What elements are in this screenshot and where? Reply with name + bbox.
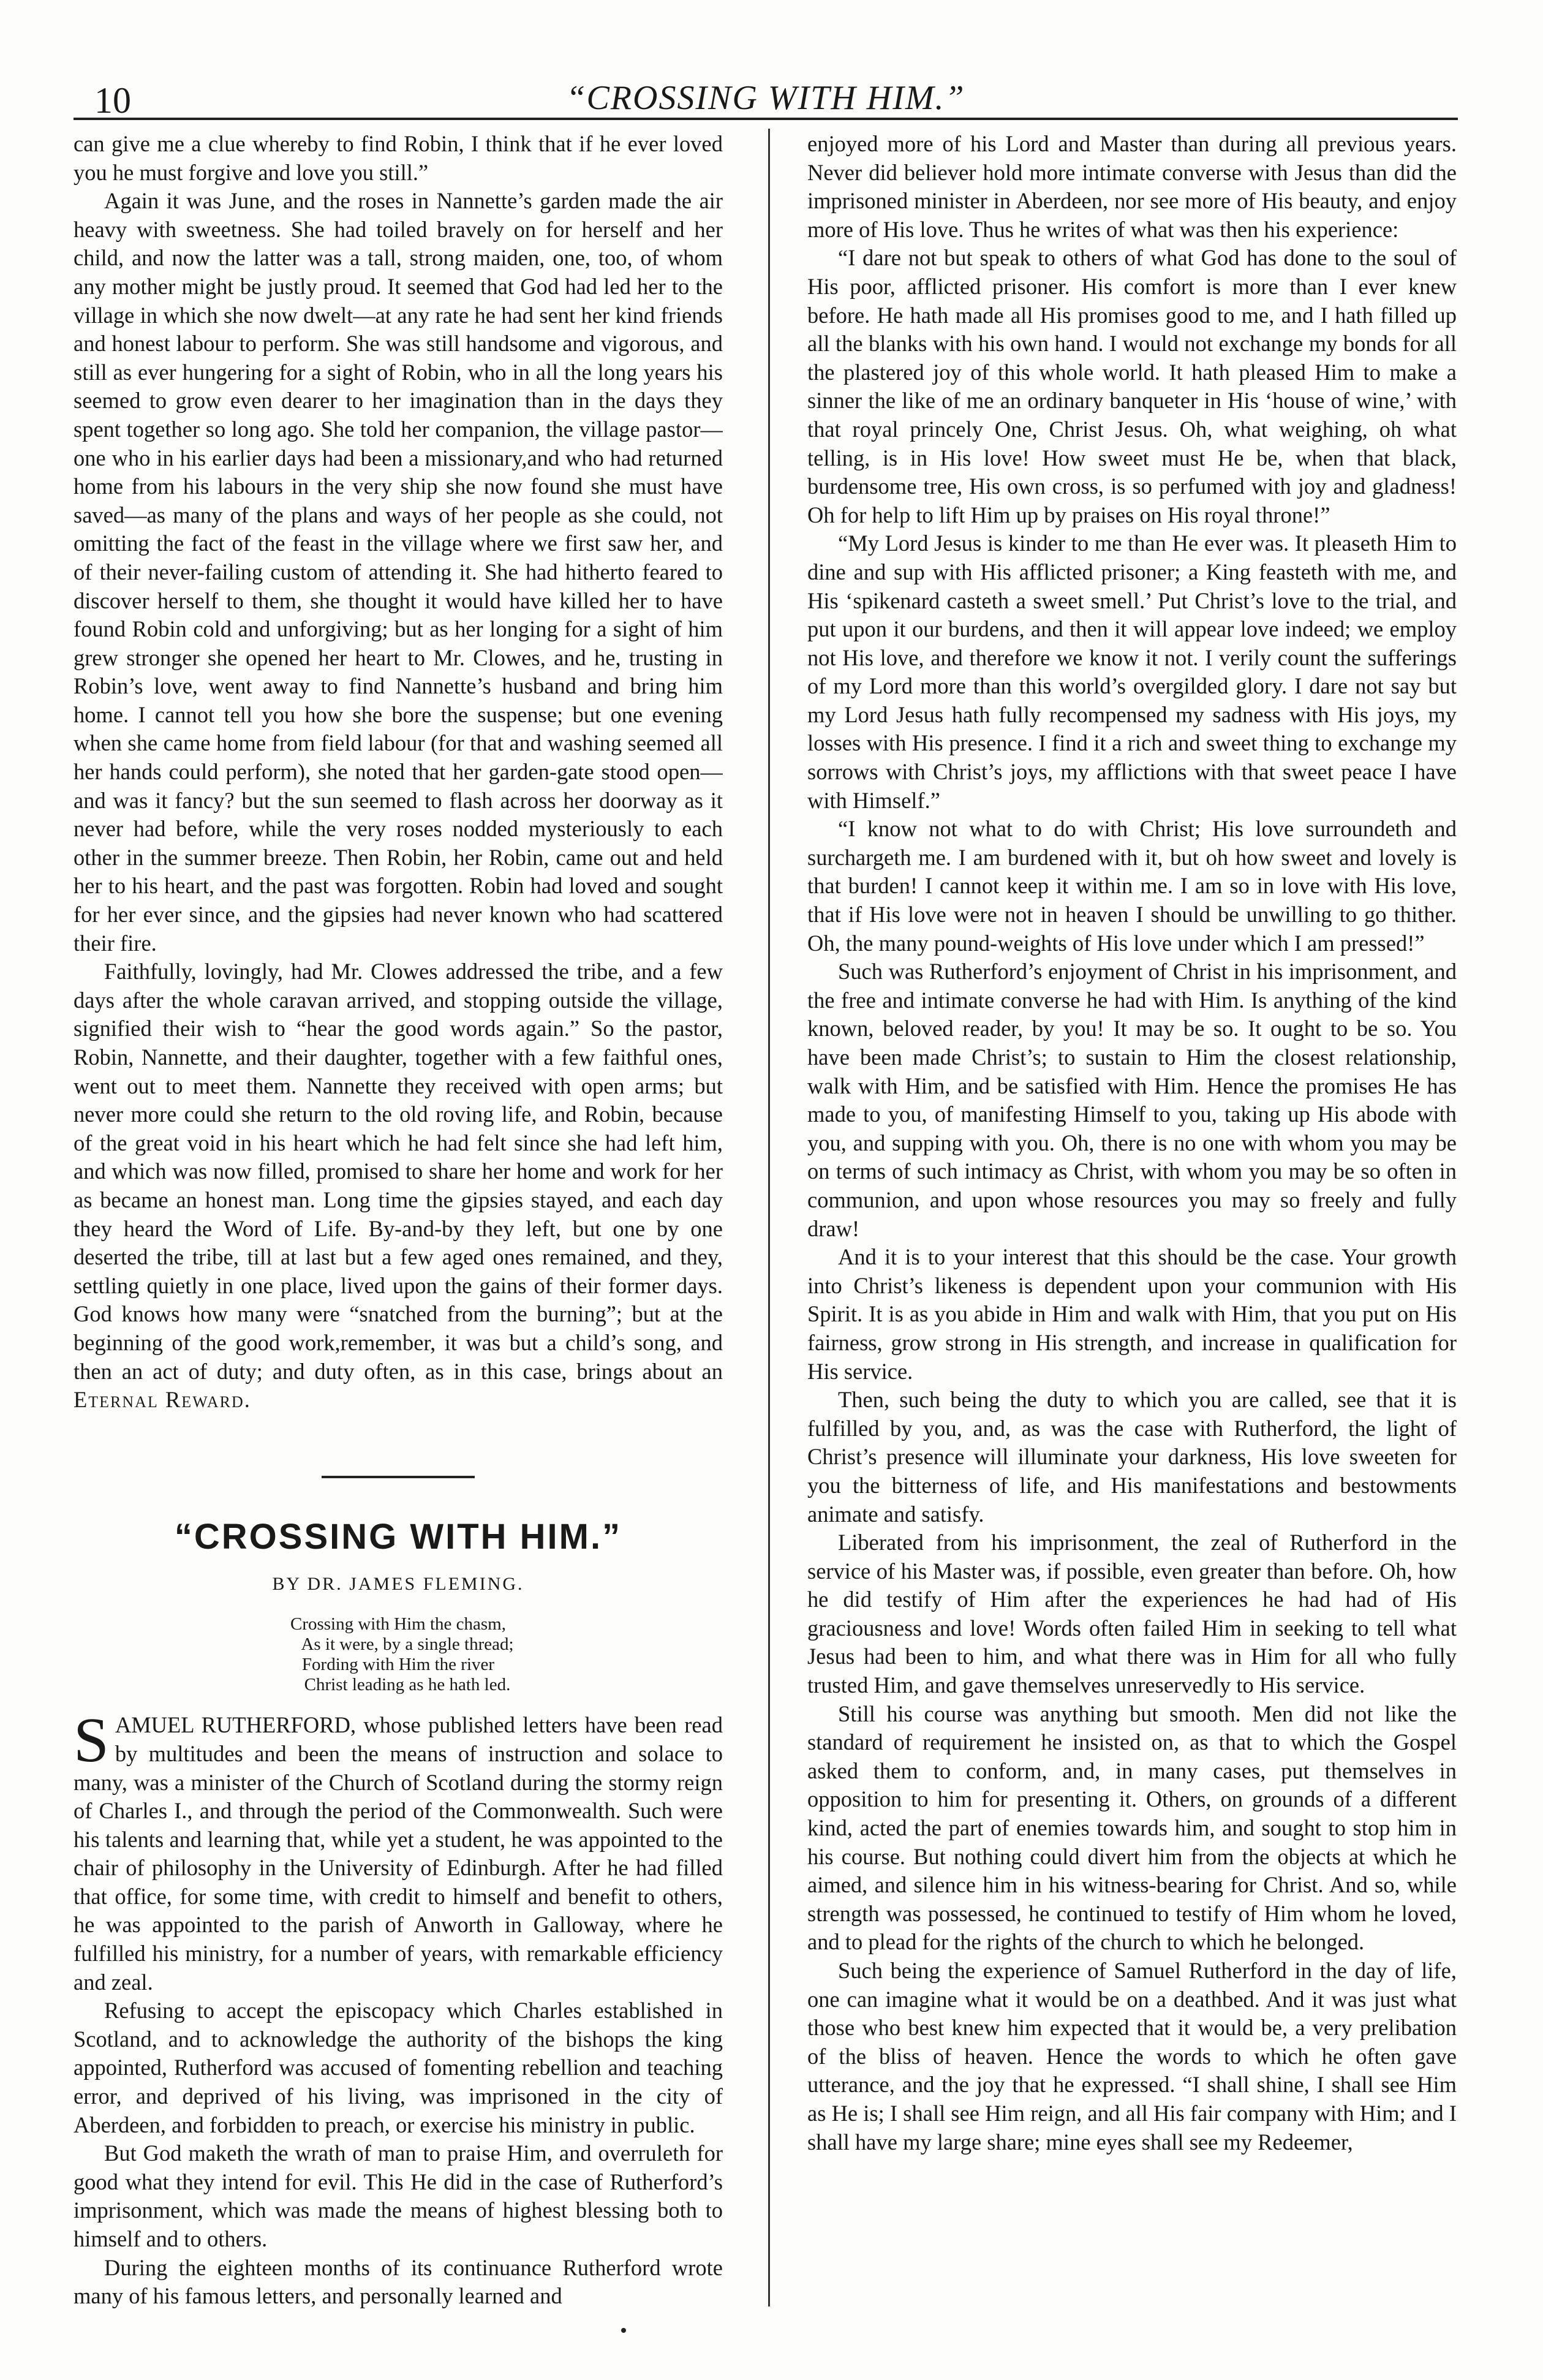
verse-line: Christ leading as he hath led. [304, 1675, 511, 1695]
article-paragraph: During the eighteen months of its continuance Rutherford wrote many of his famous letters, and personally learned and [74, 2254, 723, 2309]
quoted-letter: “I know not what to do with Christ; His love surroundeth and surchargeth me. I am burdened with it, but oh how sweet and lovely is that burden! I cannot keep it within me. I am so in love with His love, that if His love were not in heaven I should be unwilling to go thither. Oh, the many pound-weights of His love under which I am pressed!” [807, 816, 1457, 956]
article-lead-word: AMUEL RUTHERFORD, [115, 1712, 357, 1738]
page-number: 10 [94, 80, 131, 121]
epigraph-verse [74, 1614, 723, 1695]
story-paragraph-text: Faithfully, lovingly, had Mr. Clowes addressed the tribe, and a few days after the whole caravan arrived, and stopping outside the village, signified their wish to “hear the good words again.” So the pastor, Robin, Nannette, and their daughter, together with a few faithful ones, went out to meet them. Nannette they received with open arms; but never more could she return to the old roving life, and Robin, because of the great void in his heart which he had felt since she had left him, and which was now filled, promised to share her home and work for her as became an honest man. Long time the gipsies stayed, and each day they heard the Word of Life. By-and-by they left, but one by one deserted the tribe, till at last but a few aged ones remained, and they, settling quietly in one place, lived upon the gains of their former days. God knows how many were “snatched from the burning”; but at the beginning of the good work,remember, it was but a child’s song, and then an act of duty; and duty often, as in this case, brings about an [74, 959, 723, 1384]
article-paragraph: Still his course was anything but smooth. Men did not like the standard of requirement he insisted on, as that to which the Gospel asked them to conform, and, in many cases, put themselves in opposition to him for presenting it. Others, on grounds of a different kind, acted the part of enemies towards him, and sought to stop him in his course. But nothing could divert him from the objects at which he aimed, and silence him in his witness-bearing for Christ. And so, while strength was possessed, he continued to testify of Him whom he loved, and to plead for the rights of the church to which he belonged. [807, 1701, 1457, 1955]
page-header [74, 56, 1458, 120]
drop-cap: S [74, 1705, 109, 1776]
article-byline: BY DR. JAMES FLEMING. [272, 1573, 524, 1594]
article-paragraph: But God maketh the wrath of man to praise Him, and overruleth for good what they intend for evil. This He did in the case of Rutherford’s imprisonment, which was made the means of highest blessing both to himself and to others. [74, 2140, 723, 2251]
column-divider [768, 129, 770, 2306]
quoted-letter: “I dare not but speak to others of what God has done to the soul of His poor, afflicted prisoner. His comfort is more than I ever knew before. He hath made all His promises good to me, and I hath filled up all the blanks with his own hand. I would not exchange my bonds for all the plastered joy of this whole world. It hath pleased Him to make a sinner the like of me an ordinary banqueter in His ‘house of wine,’ with that royal princely One, Christ Jesus. Oh, what weighing, oh what telling, is in His love! How sweet must He be, when that black, burdensome tree, His own cross, is so perfumed with joy and gladness! Oh for help to lift Him up by praises on His royal throne!” [807, 245, 1457, 527]
quoted-letter: “My Lord Jesus is kinder to me than He ever was. It pleaseth Him to dine and sup with His afflicted prisoner; a King feasteth with me, and His ‘spikenard casteth a sweet smell.’ Put Christ’s love to the trial, and put upon it our burdens, and then it will appear love indeed; we employ not His love, and therefore we know it not. I verily count the sufferings of my Lord more than this world’s overgilded glory. I dare not say but my Lord Jesus hath fully recompensed my sadness with His joys, my losses with His presence. I find it a rich and sweet thing to exchange my sorrows with Christ’s joys, my afflictions with that sweet peace I have with Himself.” [807, 531, 1457, 813]
verse-line: As it were, by a single thread; [301, 1634, 514, 1655]
article-paragraph: And it is to your interest that this should be the case. Your growth into Christ’s likeness is dependent upon your communion with His Spirit. It is as you abide in Him and walk with Him, that you put on His fairness, grow strong in His strength, and increase in qualification for His service. [807, 1244, 1457, 1384]
story-end: Eternal Reward. [74, 1387, 251, 1413]
article-paragraph-text: whose published letters have been read by multitudes and been the means of instruction and solace to many, was a minister of the Church of Scotland during the stormy reign of Charles I., and through the period of the Commonwealth. Such were his talents and learning that, while yet a student, he was appointed to the chair of philosophy in the University of Edinburgh. After he had filled that office, for some time, with credit to himself and benefit to others, he was appointed to the parish of Anworth in Galloway, where he fulfilled his ministry, for a number of years, with remarkable efficiency and zeal. [74, 1712, 723, 1995]
story-paragraph: can give me a clue whereby to find Robin, I think that if he ever loved you he must forgive and love you still.” [74, 131, 723, 185]
article-paragraph: Liberated from his imprisonment, the zeal of Rutherford in the service of his Master was, if possible, even greater than before. Oh, how he did testify of Him after the experiences he had had of His graciousness and love! Words often failed Him in seeking to tell what Jesus had been to him, and what there was in Him for all who fully trusted Him, and gave themselves unreservedly to His service. [807, 1530, 1457, 1698]
article-paragraph: Refusing to accept the episcopacy which Charles established in Scotland, and to acknowledge the authority of the bishops the king appointed, Rutherford was accused of fomenting rebellion and teaching error, and deprived of his living, was imprisoned in the city of Aberdeen, and forbidden to preach, or exercise his ministry in public. [74, 1998, 723, 2137]
article-paragraph: Such being the experience of Samuel Rutherford in the day of life, one can imagine what it would be on a deathbed. And it was just what those who best knew him expected that it would be, a very prelibation of the bliss of heaven. Hence the words to which he often gave utterance, and the joy that he expressed. “I shall shine, I shall see Him as He is; I shall see Him reign, and all His fair company with Him; and I shall have my large share; mine eyes shall see my Redeemer, [807, 1958, 1457, 2155]
left-column [74, 130, 723, 2335]
footer-dot [621, 2328, 626, 2333]
section-divider [322, 1476, 475, 1478]
verse-line: Fording with Him the river [301, 1655, 495, 1675]
article-paragraph: Then, such being the duty to which you are called, see that it is fulfilled by you, and, as was the case with Rutherford, the light of Christ’s presence will illuminate your darkness, His love sweeten for you the bitterness of life, and His manifestations and bestowments animate and satisfy. [807, 1387, 1457, 1527]
article-paragraph: enjoyed more of his Lord and Master than during all previous years. Never did believer hold more intimate converse with Jesus than did the imprisoned minister in Aberdeen, nor see more of His beauty, and enjoy more of His love. Thus he writes of what was then his experience: [807, 131, 1457, 242]
article-paragraph [74, 1705, 723, 1997]
article-paragraph: Such was Rutherford’s enjoyment of Christ in his imprisonment, and the free and intimate converse he had with Him. Is anything of the kind known, beloved reader, by you! It may be so. It ought to be so. You have been made Christ’s; to sustain to Him the closest relationship, walk with Him, and be satisfied with Him. Hence the promises He has made to you, of manifesting Himself to you, taking up His abode with you, and supping with you. Oh, there is no one with whom you may be on terms of such intimacy as Christ, with whom you may be so often in communion, and upon whose resources you may so freely and fully draw! [807, 959, 1457, 1241]
right-column [807, 130, 1457, 2335]
story-paragraph: Again it was June, and the roses in Nannette’s garden made the air heavy with sweetness. She had toiled bravely on for herself and her child, and now the latter was a tall, strong maiden, one, too, of whom any mother might be justly proud. It seemed that God had led her to the village in which she now dwelt—at any rate he had sent her kind friends and honest labour to perform. She was still handsome and vigorous, and still as ever hungering for a sight of Robin, who in all the long years his seemed to grow even dearer to her imagination than in the days they spent together so long ago. She told her companion, the village pastor—one who in his earlier days had been a missionary,and who had returned home from his labours in the very ship she now found she must have saved—as many of the plans and ways of her people as she could, not omitting the fact of the feast in the village where we first saw her, and of their never-failing custom of attending it. She had hitherto feared to discover herself to them, she thought it would have killed her to have found Robin cold and unforgiving; but as her longing for a sight of him grew stronger she opened her heart to Mr. Clowes, and he, trusting in Robin’s love, went away to find Nannette’s husband and bring him home. I cannot tell you how she bore the suspense; but one evening when she came home from field labour (for that and washing seemed all her hands could perform), she noted that her garden-gate stood open—and was it fancy? but the sun seemed to flash across her doorway as it never had before, while the very roses nodded mysteriously to each other in the summer breeze. Then Robin, her Robin, came out and held her to his heart, and the past was forgotten. Robin had loved and sought for her ever since, and the gipsies had never known who had scattered their fire. [74, 188, 723, 956]
article-title: “CROSSING WITH HIM.” [174, 1516, 622, 1557]
verse-line: Crossing with Him the chasm, [290, 1614, 506, 1634]
story-paragraph [74, 958, 723, 1415]
running-head: “CROSSING WITH HIM.” [566, 79, 965, 117]
